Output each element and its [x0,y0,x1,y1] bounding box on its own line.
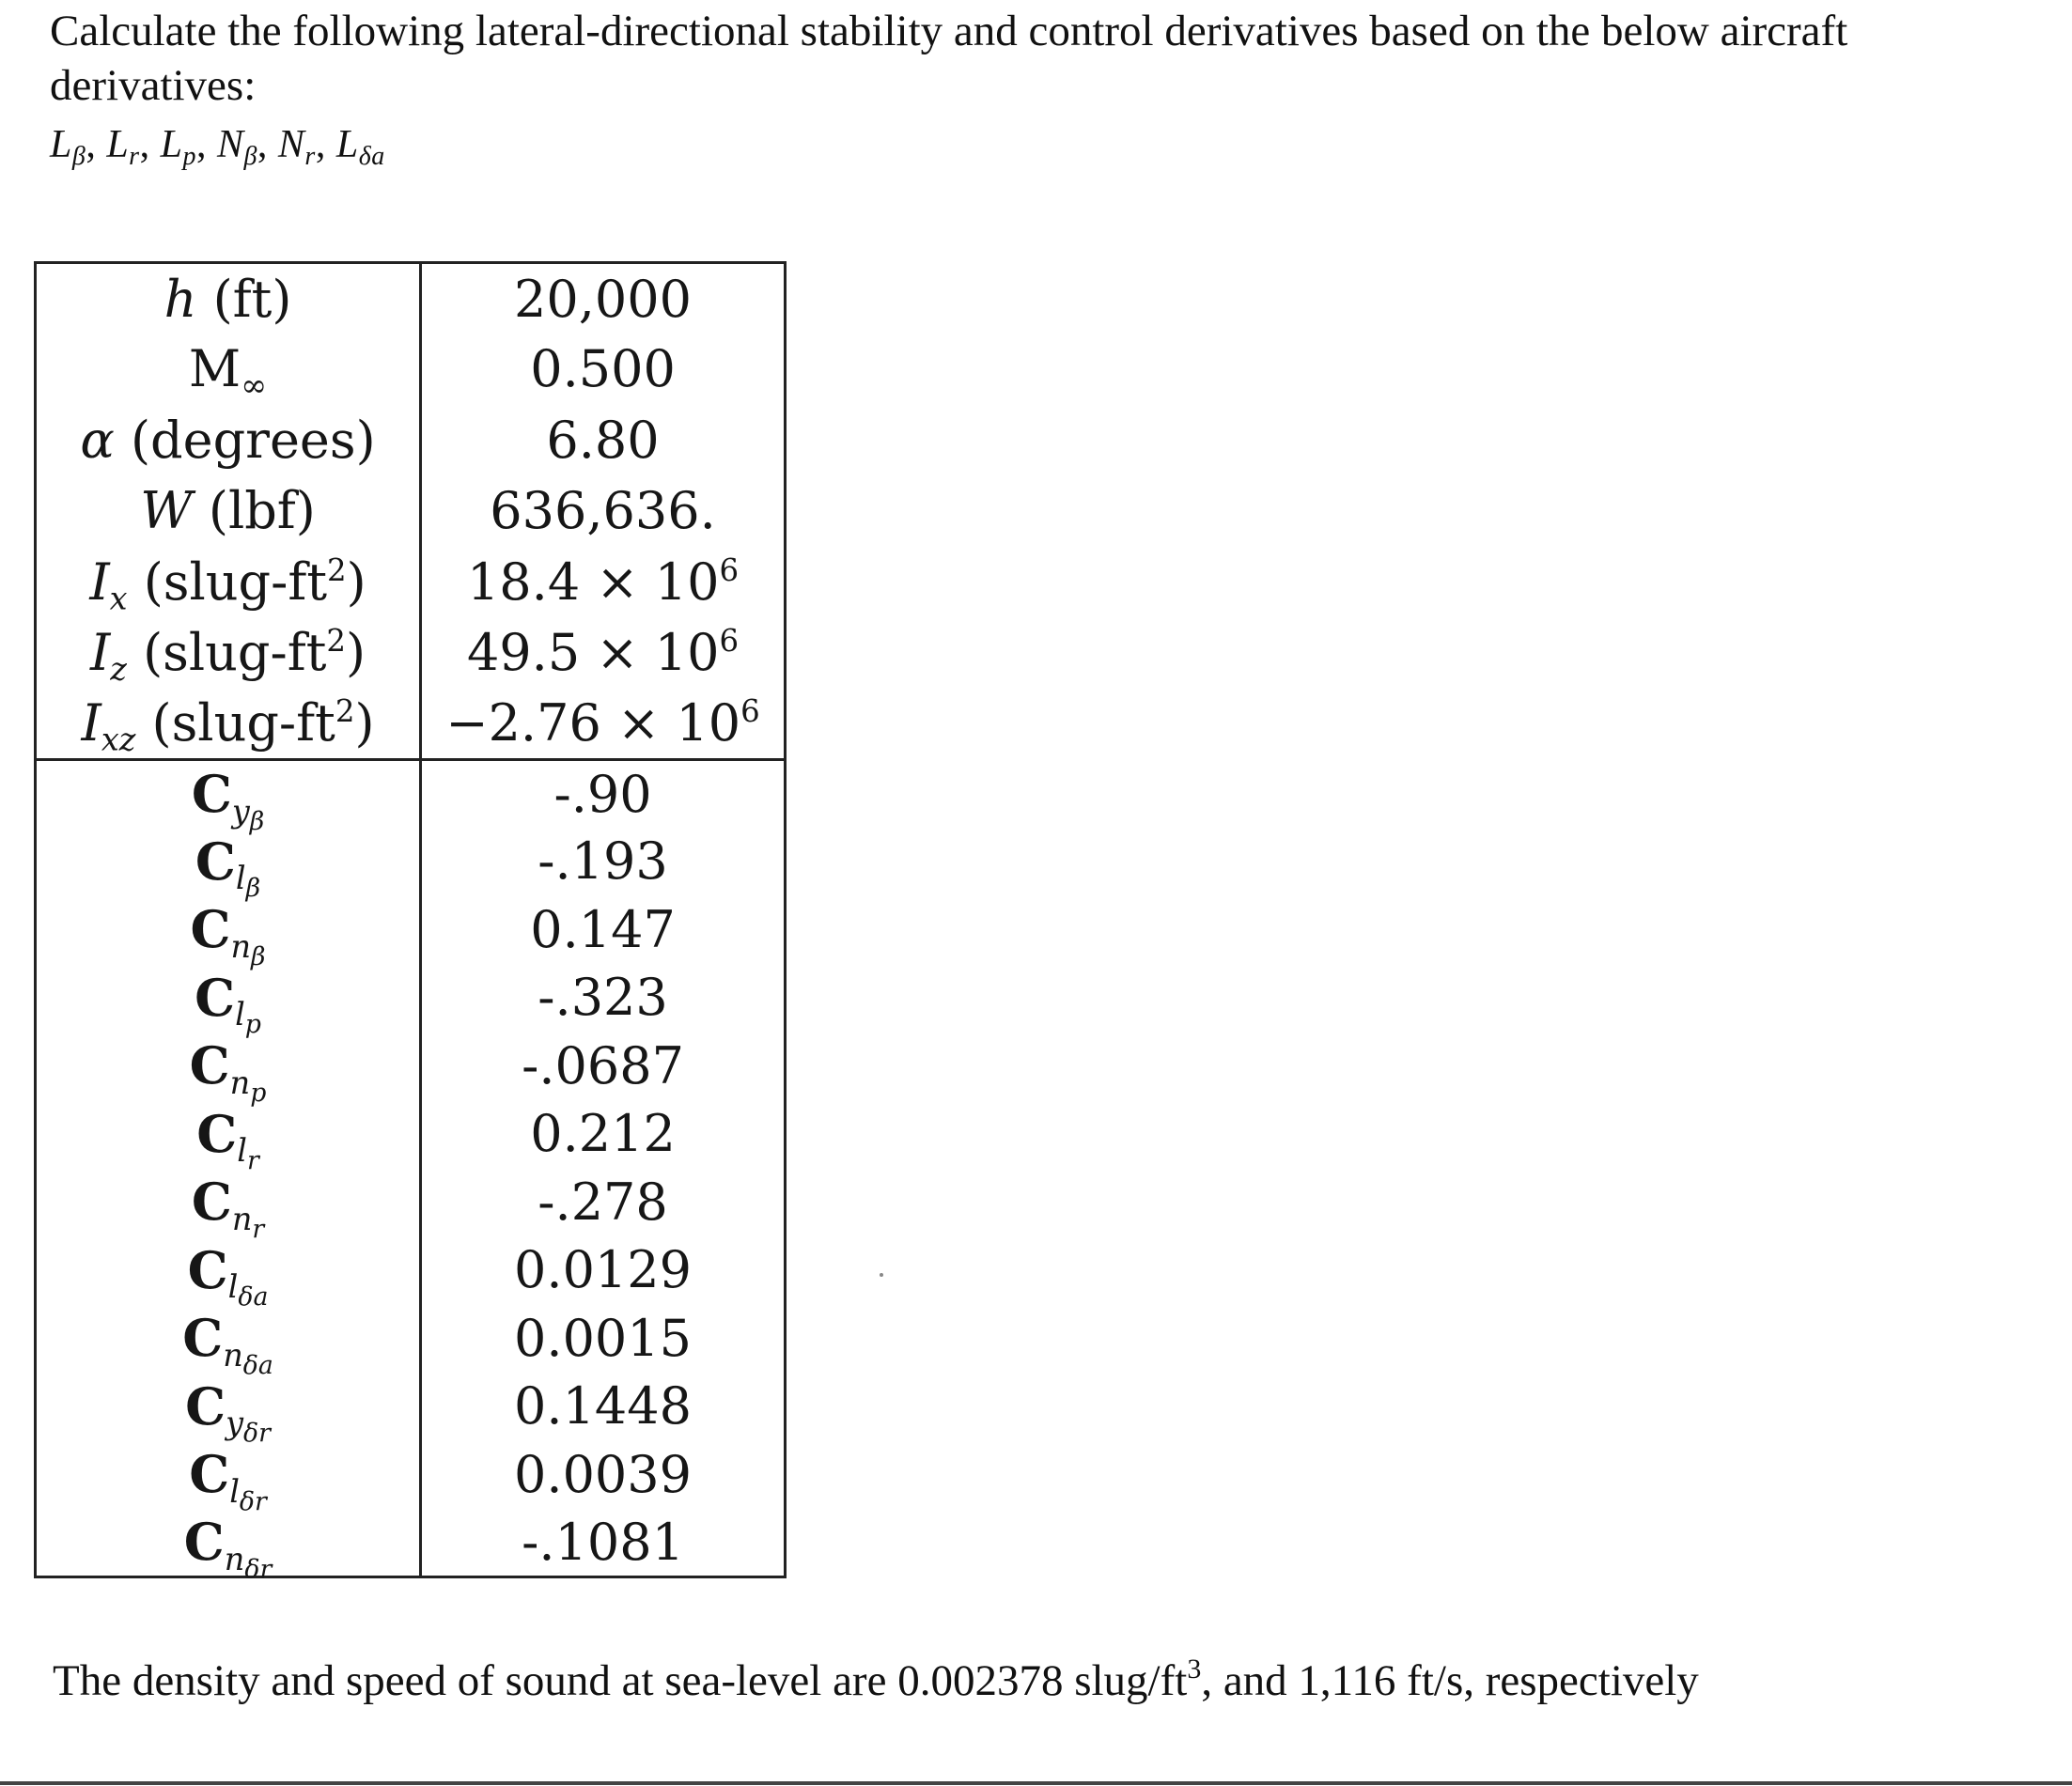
var-L-delta-a: $L_{\delta a}$ [335,123,385,171]
table-row [36,1373,786,1441]
param-Cn-delta-a: $C_{n_{\delta a}}$ [36,1304,421,1373]
table-row [36,964,786,1033]
value-alpha: 6.80 [421,405,786,476]
problem-instruction: Calculate the following lateral-directional stability and control derivatives based on the below aircraft derivatives: [50,7,1848,110]
value-Iz: $49.5 \times 10^6$ [421,617,786,689]
value-weight: 636,636. [421,475,786,547]
footer-text-before: The density and speed of sound at sea-level are 0.002378 slug/ft [53,1656,1188,1705]
param-Cn-delta-r: $C_{n_{\delta r}}$ [36,1509,421,1577]
table-row [36,1304,786,1373]
table-row [36,263,786,334]
value-Cy-beta: -.90 [421,759,786,828]
table-row [36,1509,786,1577]
param-Cl-r: $C_{l_r}$ [36,1100,421,1169]
value-Cy-delta-r: 0.1448 [421,1373,786,1441]
value-Ix: $18.4 \times 10^6$ [421,547,786,618]
derivatives-section [36,759,786,1584]
table-row [36,1100,786,1169]
value-Cl-delta-r: 0.0039 [421,1440,786,1509]
table-row [36,1236,786,1305]
value-Cn-delta-a: 0.0015 [421,1304,786,1373]
param-Cl-delta-a: $C_{l_{\delta a}}$ [36,1236,421,1305]
aircraft-data-table [34,261,787,1584]
value-Cn-r: -.278 [421,1168,786,1236]
value-Cl-beta: -.193 [421,828,786,896]
footer-note [53,1642,1699,1708]
table-row [36,547,786,618]
var-L-r: $L_r$ [106,123,140,171]
table-row [36,475,786,547]
param-weight: W (lbf) [36,475,421,547]
footer-cube-exponent: 3 [1187,1654,1202,1685]
table-row [36,759,786,828]
value-Cn-beta: 0.147 [421,895,786,964]
value-Cn-delta-r: -.1081 [421,1509,786,1577]
param-alpha: α (degrees) [36,405,421,476]
table-row [36,1440,786,1509]
param-Cn-beta: $C_{n_\beta}$ [36,895,421,964]
param-Cl-delta-r: $C_{l_{\delta r}}$ [36,1440,421,1509]
requested-derivatives-list: $L_\beta$, $L_r$, $L_p$, $N_\beta$, $N_r$, $L_{\delta a}$ [50,123,385,171]
param-mach: $M_\infty$ [36,334,421,405]
value-Cn-p: -.0687 [421,1032,786,1100]
bottom-divider [0,1781,2072,1785]
table-row [36,1168,786,1236]
value-mach: 0.500 [421,334,786,405]
table-row [36,689,786,760]
param-Ixz: $I_{xz}$ $(slug-ft^2)$ [36,689,421,760]
value-Ixz: $-2.76 \times 10^6$ [421,689,786,760]
param-Iz: $I_z$ $(slug-ft^2)$ [36,617,421,689]
var-N-r: $N_r$ [277,123,316,171]
param-Cy-beta: $C_{y_\beta}$ [36,759,421,828]
flight-conditions-section [36,263,786,760]
value-Cl-r: 0.212 [421,1100,786,1169]
table-row [36,405,786,476]
var-L-beta: $L_\beta$ [50,123,86,171]
value-Cl-delta-a: 0.0129 [421,1236,786,1305]
table-row [36,895,786,964]
param-Cl-p: $C_{l_p}$ [36,964,421,1033]
table-row [36,1032,786,1100]
var-N-beta: $N_\beta$ [216,123,257,171]
var-L-p: $L_p$ [160,123,196,171]
table-row [36,334,786,405]
value-Cl-p: -.323 [421,964,786,1033]
param-Cn-p: $C_{n_p}$ [36,1032,421,1100]
value-altitude: 20,000 [421,263,786,334]
table-row [36,828,786,896]
stray-dot [880,1273,883,1277]
param-Ix: $I_x$ $(slug-ft^2)$ [36,547,421,618]
param-altitude: h (ft) [36,263,421,334]
param-Cn-r: $C_{n_r}$ [36,1168,421,1236]
param-Cl-beta: $C_{l_\beta}$ [36,828,421,896]
footer-text-after: , and 1,116 ft/s, respectively [1201,1656,1699,1705]
param-Cy-delta-r: $C_{y_{\delta r}}$ [36,1373,421,1441]
table-row [36,617,786,689]
